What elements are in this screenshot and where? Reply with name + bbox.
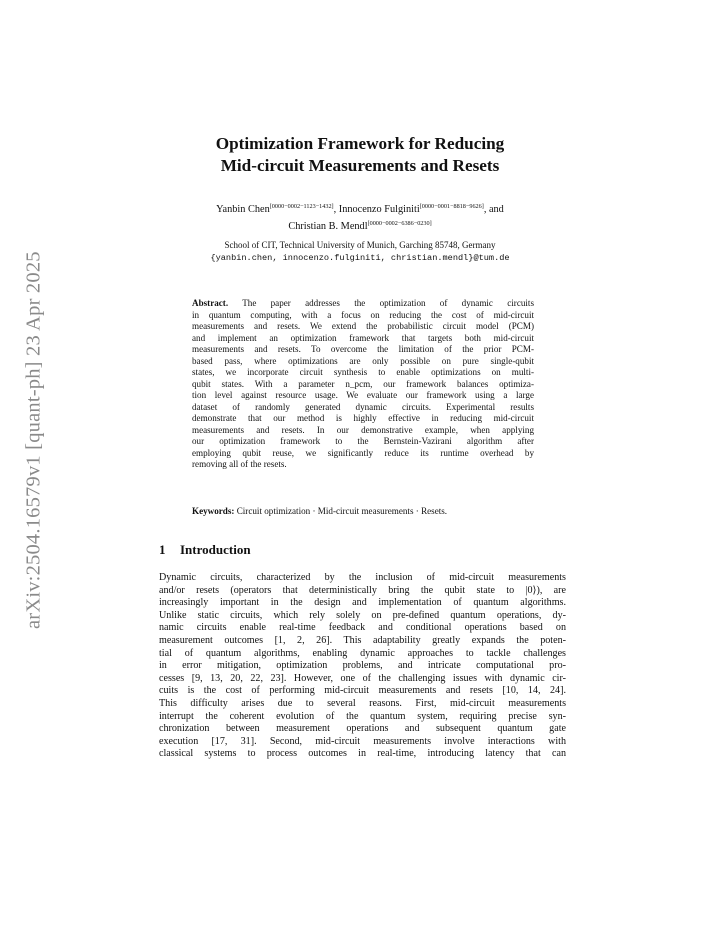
body-line: and/or resets (operators that deterministically bring the qubit state to |0⟩), are [159,584,566,596]
body-line: classical systems to process outcomes in real-time, introducing latency that can [159,748,566,760]
section-heading [159,542,251,558]
keywords-text: Circuit optimization · Mid-circuit measurements · Resets. [234,506,448,516]
abstract-line: measurements and resets. To overcome the limitation of the prior PCM- [192,344,534,354]
body-line: chronization between measurement operations and subsequent quantum gate [159,723,566,735]
body-line: cuits is the cost of performing mid-circuit measurements and resets [10, 14, 24]. [159,685,566,697]
title-line-1: Optimization Framework for Reducing [215,134,505,153]
body-line: in error mitigation, optimization problems, and intricate computational pro- [159,660,566,672]
arxiv-identifier: arXiv:2504.16579v1 [quant-ph] 23 Apr 2025 [22,251,45,629]
author-list [150,200,570,234]
abstract-line [192,298,534,310]
abstract-line: our optimization framework to the Bernstein-Vazirani algorithm after [192,436,534,446]
abstract-text: The paper addresses the optimization of dynamic circuits [228,298,534,308]
abstract-line: measurements and resets. In our demonstrative example, when applying [192,424,534,435]
title-line-2: Mid-circuit Measurements and Resets [220,156,500,175]
abstract [192,298,534,471]
abstract-line: states, we incorporate circuit synthesis to enable optimizations on multi- [192,367,534,377]
body-line: interrupt the coherent evolution of the quantum system, requiring precise syn- [159,710,566,722]
abstract-line: employing qubit reuse, we significantly reduce its runtime overhead by [192,447,534,458]
author-separator: , and [483,204,504,215]
body-line: tial of quantum algorithms, enabling dynamic approaches to tackle challenges [159,647,566,659]
abstract-line: measurements and resets. We extend the probabilistic circuit model (PCM) [192,321,534,331]
body-line: execution [17, 31]. Second, mid-circuit measurements involve interactions with [159,735,566,747]
body-line: This difficulty arises due to several reasons. First, mid-circuit measurements [159,697,566,709]
abstract-line: based pass, where optimizations are only possible on pure single-qubit [192,355,534,366]
section-title: Introduction [180,542,251,557]
abstract-line: and implement an optimization framework that targets both mid-circuit [192,332,534,343]
author-name: , Innocenzo Fulginiti [333,204,420,215]
body-line: cesses [9, 13, 20, 22, 23]. However, one of the challenging issues with dynamic cir- [159,672,566,684]
body-line: increasingly important in the design and implementation of quantum algorithms. [159,597,566,609]
body-line: Dynamic circuits, characterized by the inclusion of mid-circuit measurements [159,572,566,583]
abstract-line: demonstrate that our method is highly effective in reducing mid-circuit [192,413,534,423]
introduction-paragraph [159,572,566,761]
orcid: [0000−0002−1123−1432] [269,203,334,210]
abstract-label: Abstract. [192,298,229,308]
abstract-line: qubit states. With a parameter n_pcm, our framework balances optimiza- [192,378,534,389]
keywords [192,505,534,517]
abstract-line: dataset of randomly generated dynamic circuits. Experimental results [192,401,534,412]
body-line: Unlike static circuits, which rely solely on pre-defined quantum operations, dy- [159,609,566,621]
author-line-2 [150,217,570,234]
body-line: namic circuits enable real-time feedback and conditional operations based on [159,622,566,634]
author-line-1 [150,200,570,217]
author-name: Christian B. Mendl [288,221,368,232]
abstract-line: removing all of the resets. [192,459,287,469]
abstract-line: in quantum computing, with a focus on reducing the cost of mid-circuit [192,309,534,320]
orcid: [0000−0002−6386−0230] [367,220,432,227]
author-emails: {yanbin.chen, innocenzo.fulginiti, christian.mendl}@tum.de [210,253,510,263]
orcid: [0000−0001−8818−9626] [419,203,484,210]
paper-title [150,133,570,177]
affiliation: School of CIT, Technical University of Munich, Garching 85748, Germany [224,240,496,250]
author-name: Yanbin Chen [216,204,270,215]
affiliation-block [150,239,570,265]
keywords-label: Keywords: [192,506,235,516]
abstract-line: tion level against resource usage. We evaluate our framework using a large [192,390,534,400]
body-line: measurement outcomes [1, 2, 26]. This adaptability greatly expands the poten- [159,634,566,646]
section-number: 1 [159,542,166,557]
